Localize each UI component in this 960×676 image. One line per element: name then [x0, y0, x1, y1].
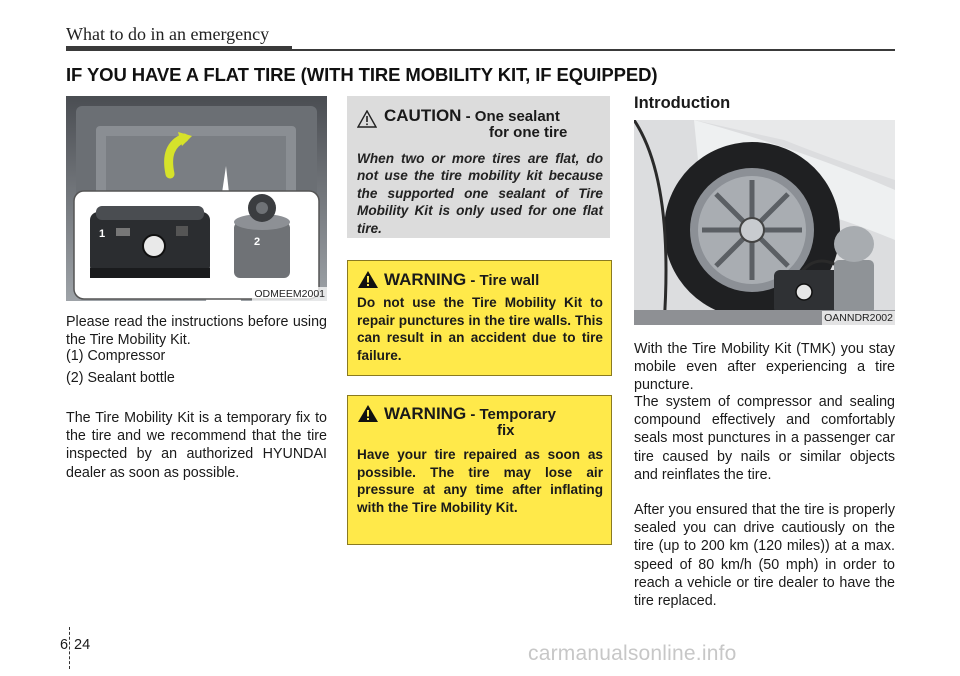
- callout-sealant: 2: [254, 236, 261, 248]
- list-item-compressor: (1) Compressor: [66, 348, 166, 364]
- warning-1-subtitle: - Tire wall: [466, 272, 540, 289]
- image-code-left: ODMEEM2001: [254, 288, 325, 300]
- caution-title-line2: for one tire: [489, 124, 568, 141]
- caution-title-line1: - One sealant: [461, 108, 560, 125]
- warning-1-title: [384, 270, 539, 290]
- caution-label: CAUTION: [384, 106, 462, 125]
- page-number: 24: [74, 637, 91, 653]
- introduction-heading: Introduction: [634, 94, 731, 112]
- image-code-right: OANNDR2002: [824, 312, 893, 324]
- watermark: carmanualsonline.info: [528, 642, 737, 665]
- header-rule: [292, 49, 895, 51]
- trunk-illustration: [66, 96, 327, 301]
- sealing-system-paragraph: The system of compressor and sealing compound effectively and comfortably seals most punctures in a passenger car tire caused by nails or similar objects and reinflates the tire.: [634, 394, 895, 483]
- list-item-sealant: (2) Sealant bottle: [66, 370, 175, 386]
- caution-title: [384, 106, 560, 126]
- driving-limit-paragraph: After you ensured that the tire is properly sealed you can drive cautiously on the tire (up to 200 km (120 miles)) at a max. speed of 80 km/h (50 mph) in order to reach a vehicle or tire dealer to have the tire replaced.: [634, 502, 895, 610]
- header-bar: [66, 46, 292, 51]
- warning-triangle-icon: [357, 270, 379, 289]
- warning-2-title: [384, 404, 556, 424]
- footer-divider: [69, 627, 70, 669]
- intro-text: Please read the instructions before using the Tire Mobility Kit.: [66, 314, 327, 349]
- temporary-fix-paragraph: The Tire Mobility Kit is a temporary fix to the tire and we recommend that the tire inspected by an authorized HYUNDAI dealer as soon as possible.: [66, 410, 327, 481]
- callout-compressor: 1: [99, 228, 106, 240]
- warning-2-subtitle-line2: fix: [497, 422, 515, 439]
- section-title: IF YOU HAVE A FLAT TIRE (WITH TIRE MOBILITY KIT, IF EQUIPPED): [66, 64, 658, 85]
- car-tire-illustration: [634, 120, 895, 325]
- warning-2-body: Have your tire repaired as soon as possible. The tire may lose air pressure at any time after inflating with the Tire Mobility Kit.: [357, 447, 603, 515]
- chapter-title: What to do in an emergency: [66, 24, 270, 44]
- warning-1-body: Do not use the Tire Mobility Kit to repair punctures in the tire walls. This can result in an accident due to tire failure.: [357, 295, 603, 363]
- caution-body: When two or more tires are flat, do not use the tire mobility kit because the supported one sealant of Tire Mobility Kit is only used for one flat tire.: [357, 151, 603, 236]
- warning-1-label: WARNING: [384, 270, 467, 289]
- caution-triangle-icon: [357, 110, 377, 128]
- tmk-intro-paragraph: With the Tire Mobility Kit (TMK) you stay mobile even after experiencing a tire puncture.: [634, 341, 895, 394]
- chapter-number: 6: [60, 637, 69, 653]
- warning-triangle-icon: [357, 404, 379, 423]
- tire-inflation-image: [634, 120, 895, 325]
- tire-mobility-kit-image: [66, 96, 327, 301]
- warning-2-label: WARNING: [384, 404, 467, 423]
- warning-2-subtitle-line1: - Temporary: [466, 406, 556, 423]
